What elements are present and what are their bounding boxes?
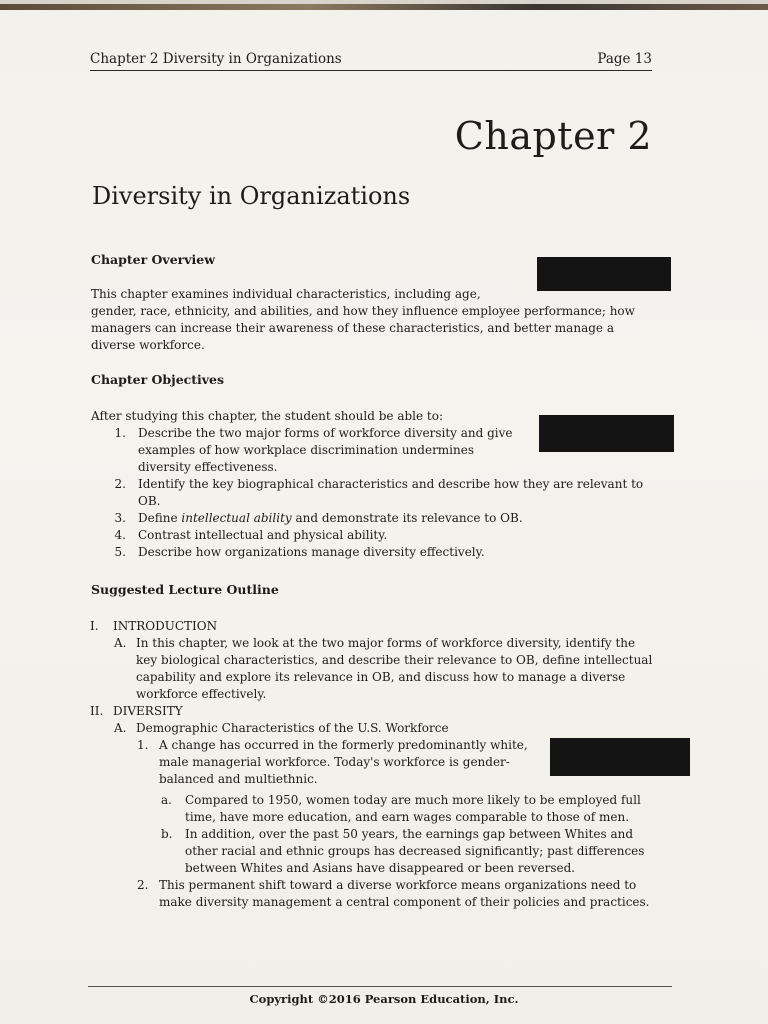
objective-item	[110, 510, 670, 527]
outline-line: balanced and multiethnic.	[159, 772, 318, 786]
objective-line: Describe the two major forms of workforce diversity and give	[138, 426, 513, 440]
overview-heading: Chapter Overview	[91, 252, 215, 267]
outline-numeral: I.	[90, 619, 99, 633]
running-header	[90, 42, 652, 71]
outline-heading-row	[90, 618, 670, 635]
objective-item	[110, 425, 670, 476]
outline-number: 2.	[137, 878, 149, 892]
objective-emphasis: intellectual ability	[181, 511, 292, 525]
outline-item	[90, 635, 670, 703]
copyright-footer: Copyright ©2016 Pearson Education, Inc.	[249, 992, 519, 1006]
objective-line: Describe how organizations manage diversity effectively.	[138, 545, 485, 559]
objective-text: and demonstrate its relevance to OB.	[291, 511, 523, 525]
overview-line: managers can increase their awareness of these characteristics, and better manage a	[91, 321, 614, 335]
objective-number: 4.	[114, 528, 126, 542]
outline-item	[90, 877, 670, 911]
objective-item	[110, 476, 670, 510]
outline-heading-row	[90, 703, 670, 720]
objectives-list	[110, 425, 670, 561]
objective-number: 3.	[114, 511, 126, 525]
outline-item	[90, 720, 670, 737]
outline-line: make diversity management a central component of their policies and practices.	[159, 895, 650, 909]
objective-line: diversity effectiveness.	[138, 460, 278, 474]
outline-line: A change has occurred in the formerly predominantly white,	[159, 738, 528, 752]
outline-line: Compared to 1950, women today are much more likely to be employed full	[185, 793, 641, 807]
objective-item	[110, 527, 670, 544]
objective-number: 1.	[114, 426, 126, 440]
outline-line: other racial and ethnic groups has decreased significantly; past differences	[185, 844, 645, 858]
objective-line: Identify the key biographical characteristics and describe how they are relevant to	[138, 477, 644, 491]
outline-title: Demographic Characteristics of the U.S. Workforce	[136, 721, 449, 735]
objective-number: 2.	[114, 477, 126, 491]
outline-letter: b.	[161, 827, 173, 841]
overview-paragraph	[91, 286, 635, 354]
outline-line: male managerial workforce. Today's workforce is gender-	[159, 755, 510, 769]
outline-letter: a.	[161, 793, 172, 807]
outline-title: INTRODUCTION	[113, 619, 218, 633]
objectives-intro: After studying this chapter, the student should be able to:	[91, 409, 443, 423]
outline-line: workforce effectively.	[136, 687, 267, 701]
header-title: Chapter 2 Diversity in Organizations	[90, 51, 342, 67]
outline-title: DIVERSITY	[113, 704, 183, 718]
objective-number: 5.	[114, 545, 126, 559]
outline-line: This permanent shift toward a diverse workforce means organizations need to	[159, 878, 637, 892]
outline-item	[90, 826, 670, 877]
document-page	[0, 4, 768, 1024]
outline-line: In addition, over the past 50 years, the earnings gap between Whites and	[185, 827, 634, 841]
outline-line: capability and explore its relevance in OB, and discuss how to manage a diverse	[136, 670, 626, 684]
objective-line	[138, 510, 670, 527]
outline-letter: A.	[114, 721, 127, 735]
footer-rule	[88, 986, 672, 987]
outline-line: In this chapter, we look at the two major forms of workforce diversity, identify the	[136, 636, 636, 650]
objective-line: examples of how workplace discrimination undermines	[138, 443, 475, 457]
outline-numeral: II.	[90, 704, 104, 718]
outline-heading: Suggested Lecture Outline	[91, 582, 279, 597]
overview-line: This chapter examines individual characteristics, including age,	[91, 287, 481, 301]
top-edge-band	[0, 4, 768, 10]
header-page-number: Page 13	[597, 51, 652, 67]
objective-item	[110, 544, 670, 561]
outline-line: time, have more education, and earn wages comparable to those of men.	[185, 810, 630, 824]
overview-line: gender, race, ethnicity, and abilities, and how they influence employee performance; how	[91, 304, 635, 318]
objective-text: Define	[138, 511, 182, 525]
redaction-block-3	[550, 738, 690, 776]
outline-number: 1.	[137, 738, 149, 752]
chapter-title: Diversity in Organizations	[92, 182, 411, 210]
outline-letter: A.	[114, 636, 127, 650]
outline-item	[90, 792, 670, 826]
outline-line: key biological characteristics, and describe their relevance to OB, define intellectual	[136, 653, 653, 667]
overview-line: diverse workforce.	[91, 338, 205, 352]
objective-line: OB.	[138, 494, 161, 508]
objective-line: Contrast intellectual and physical ability.	[138, 528, 388, 542]
outline-line: between Whites and Asians have disappeared or been reversed.	[185, 861, 576, 875]
chapter-number: Chapter 2	[454, 114, 652, 158]
objectives-heading: Chapter Objectives	[91, 372, 225, 387]
